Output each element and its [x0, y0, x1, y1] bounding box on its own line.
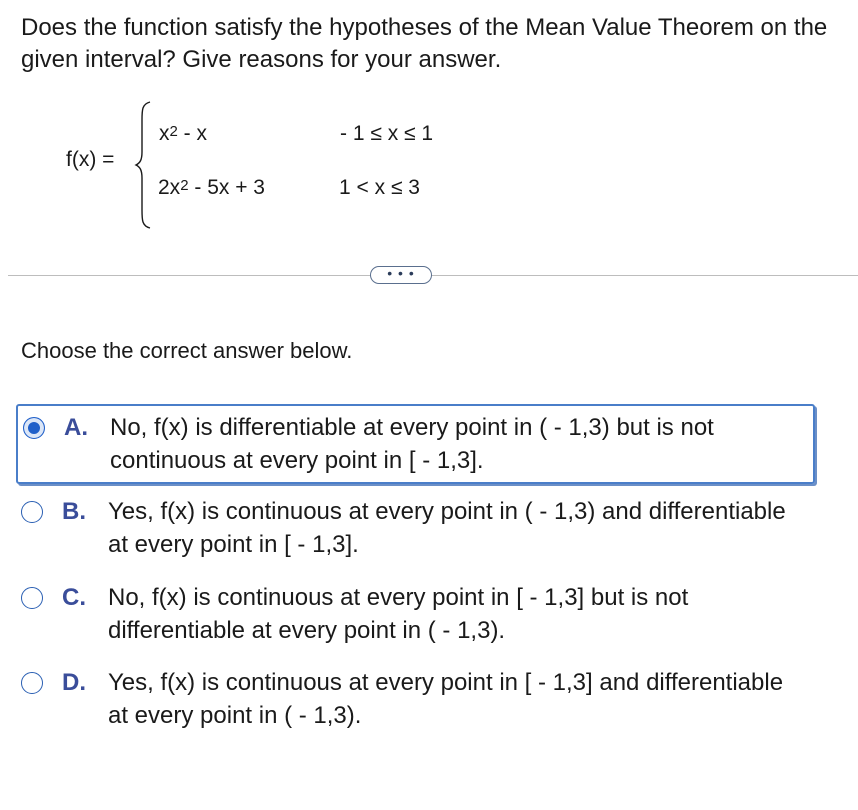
option-a-text: No, f(x) is differentiable at every point in ( - 1,3) but is not continuous at every point in [ - 1,3].: [110, 414, 714, 474]
piece-1-expression: $x^2$ - x: [159, 122, 208, 145]
answer-prompt: Choose the correct answer below.: [21, 338, 353, 363]
option-b-text: Yes, f(x) is continuous at every point in ( - 1,3) and differentiable at every point in [ - 1,3].: [108, 498, 786, 558]
question-text: Does the function satisfy the hypotheses of the Mean Value Theorem on the given interval? Give reasons for your answer.: [21, 14, 828, 73]
option-d-text: Yes, f(x) is continuous at every point in [ - 1,3] and differentiable at every point in ( - 1,3).: [108, 669, 784, 729]
left-brace: [134, 100, 154, 230]
option-a-radio[interactable]: [23, 417, 45, 439]
piece-2-condition: 1 < x ≤ 3: [339, 176, 420, 199]
option-a[interactable]: [16, 404, 815, 484]
option-d-letter: D.: [62, 669, 86, 696]
section-divider: [8, 275, 858, 276]
option-c-radio[interactable]: [21, 587, 43, 609]
option-d[interactable]: [16, 661, 815, 741]
function-label: f(x) =: [66, 148, 115, 171]
piece-1-condition: - 1 ≤ x ≤ 1: [340, 122, 434, 145]
piece-2-expression: $2x^2 - 5x + 3$: [158, 176, 265, 199]
option-c-letter: C.: [62, 584, 86, 611]
option-c-text: No, f(x) is continuous at every point in [ - 1,3] but is not differentiable at every point in ( - 1,3).: [108, 584, 689, 644]
option-c[interactable]: [16, 576, 815, 656]
option-b-radio[interactable]: [21, 501, 43, 523]
more-options-button[interactable]: • • •: [370, 266, 432, 284]
option-d-radio[interactable]: [21, 672, 43, 694]
option-a-letter: A.: [64, 414, 88, 441]
option-b-letter: B.: [62, 498, 86, 525]
option-b[interactable]: [16, 490, 815, 570]
